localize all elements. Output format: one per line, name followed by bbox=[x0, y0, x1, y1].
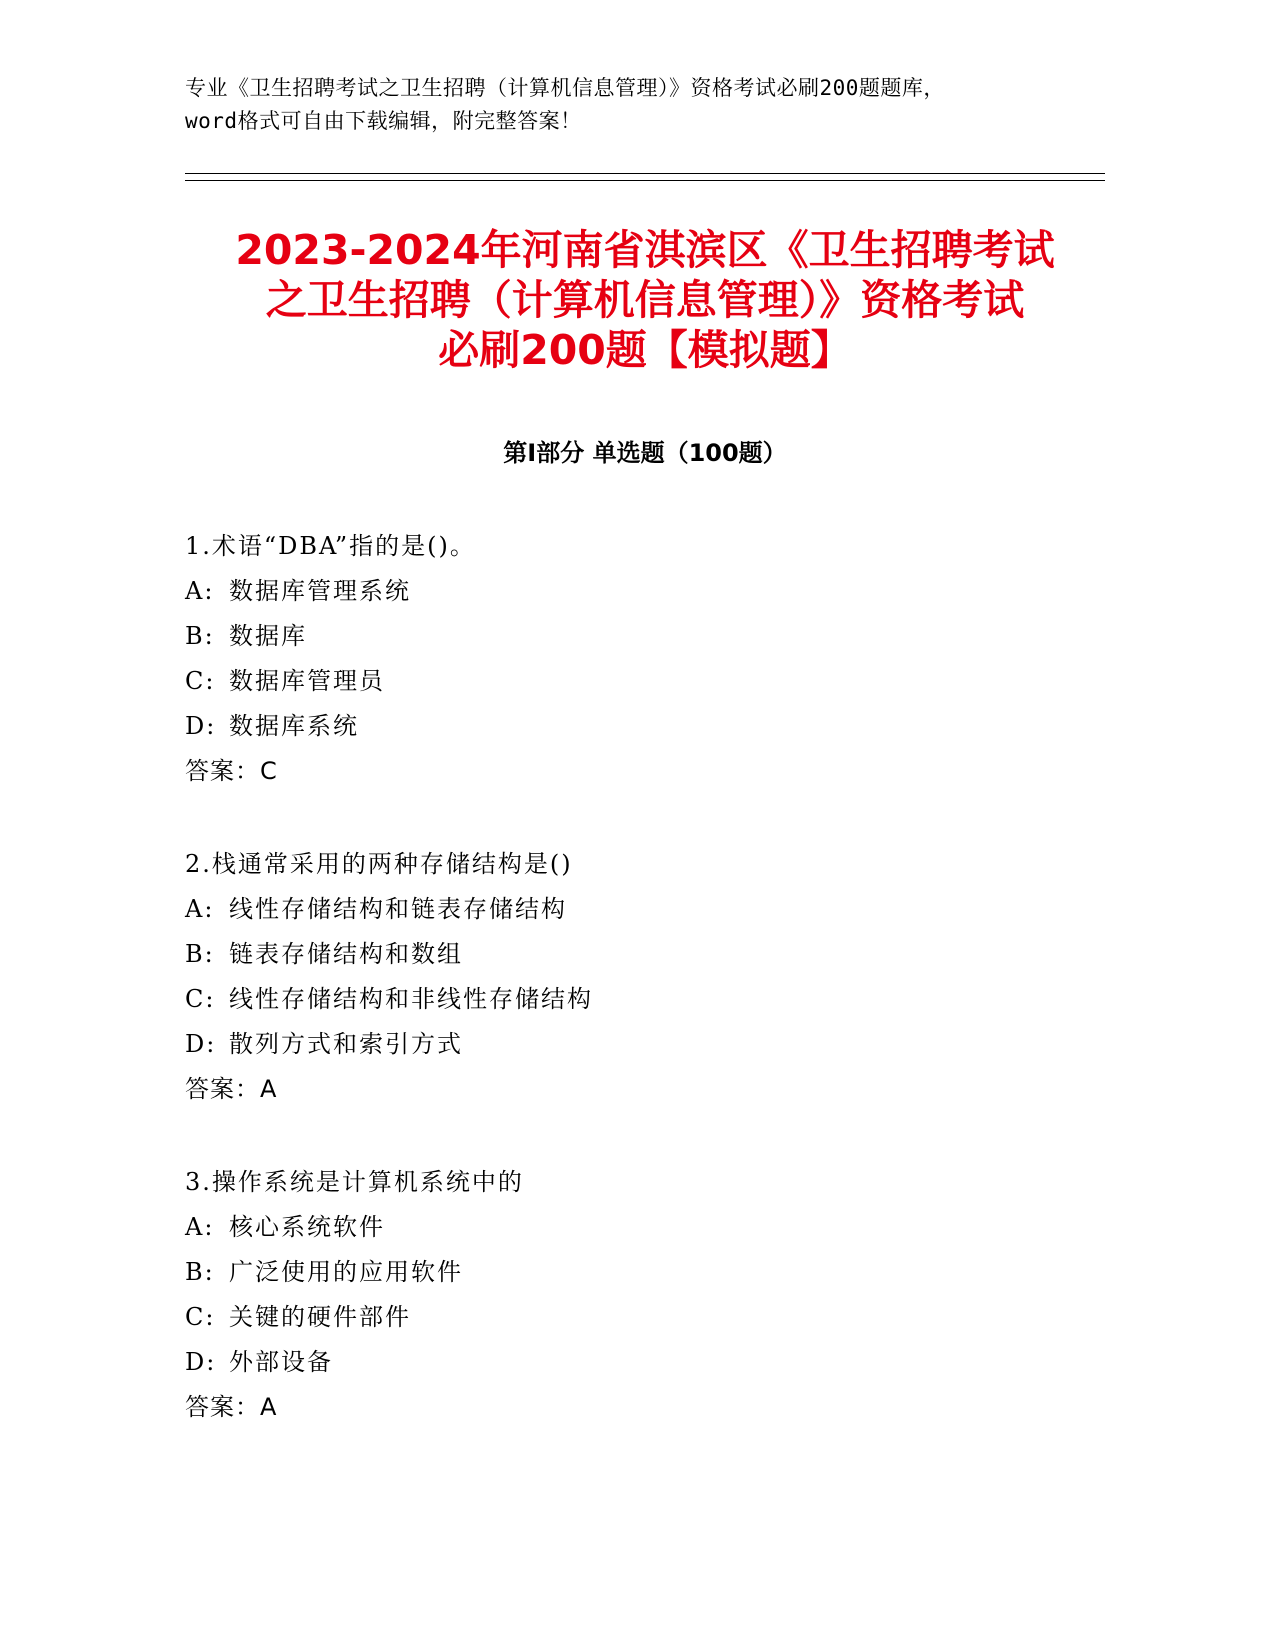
option-prefix: D: bbox=[185, 1348, 217, 1376]
option-c bbox=[185, 659, 1105, 704]
title-line-3: 必刷200题【模拟题】 bbox=[438, 326, 852, 374]
option-prefix: D: bbox=[185, 1030, 217, 1058]
option-c bbox=[185, 977, 1105, 1022]
option-a bbox=[185, 887, 1105, 932]
option-text: 线性存储结构和链表存储结构 bbox=[229, 895, 567, 923]
option-text: 散列方式和索引方式 bbox=[229, 1030, 463, 1058]
question-stem: 2.栈通常采用的两种存储结构是() bbox=[185, 850, 573, 878]
option-text: 数据库管理员 bbox=[229, 667, 385, 695]
option-d bbox=[185, 1340, 1105, 1385]
option-prefix: B: bbox=[185, 622, 215, 650]
option-text: 关键的硬件部件 bbox=[229, 1303, 411, 1331]
option-text: 外部设备 bbox=[229, 1348, 333, 1376]
question-list bbox=[185, 524, 1105, 1478]
option-prefix: A: bbox=[185, 895, 215, 923]
option-text: 线性存储结构和非线性存储结构 bbox=[229, 985, 593, 1013]
option-prefix: A: bbox=[185, 1213, 215, 1241]
option-text: 数据库系统 bbox=[229, 712, 359, 740]
header-note bbox=[185, 72, 1105, 138]
option-text: 数据库 bbox=[229, 622, 307, 650]
option-a bbox=[185, 569, 1105, 614]
option-b bbox=[185, 614, 1105, 659]
option-prefix: C: bbox=[185, 667, 216, 695]
option-prefix: A: bbox=[185, 577, 215, 605]
section-heading: 第Ⅰ部分 单选题（100题） bbox=[503, 439, 787, 467]
answer: 答案：C bbox=[185, 757, 278, 785]
option-b bbox=[185, 1250, 1105, 1295]
header-note-line-2: word格式可自由下载编辑，附完整答案！ bbox=[185, 109, 582, 133]
question-3 bbox=[185, 1160, 1105, 1478]
option-text: 数据库管理系统 bbox=[229, 577, 411, 605]
header-note-line-1: 专业《卫生招聘考试之卫生招聘（计算机信息管理）》资格考试必刷200题题库， bbox=[185, 76, 945, 100]
option-prefix: B: bbox=[185, 1258, 215, 1286]
option-prefix: C: bbox=[185, 1303, 216, 1331]
question-stem: 1.术语“DBA”指的是()。 bbox=[185, 532, 476, 560]
option-text: 链表存储结构和数组 bbox=[229, 940, 463, 968]
document-title bbox=[185, 225, 1105, 375]
title-line-1: 2023-2024年河南省淇滨区《卫生招聘考试 bbox=[235, 226, 1055, 274]
option-prefix: D: bbox=[185, 712, 217, 740]
question-1 bbox=[185, 524, 1105, 842]
question-stem: 3.操作系统是计算机系统中的 bbox=[185, 1168, 524, 1196]
option-b bbox=[185, 932, 1105, 977]
option-d bbox=[185, 704, 1105, 749]
option-c bbox=[185, 1295, 1105, 1340]
option-text: 广泛使用的应用软件 bbox=[229, 1258, 463, 1286]
option-text: 核心系统软件 bbox=[229, 1213, 385, 1241]
option-prefix: C: bbox=[185, 985, 216, 1013]
option-a bbox=[185, 1205, 1105, 1250]
answer: 答案：A bbox=[185, 1393, 278, 1421]
option-prefix: B: bbox=[185, 940, 215, 968]
option-d bbox=[185, 1022, 1105, 1067]
title-line-2: 之卫生招聘（计算机信息管理）》资格考试 bbox=[265, 276, 1025, 324]
question-2 bbox=[185, 842, 1105, 1160]
answer: 答案：A bbox=[185, 1075, 278, 1103]
header-divider-top bbox=[185, 173, 1105, 174]
header-divider-bottom bbox=[185, 180, 1105, 181]
